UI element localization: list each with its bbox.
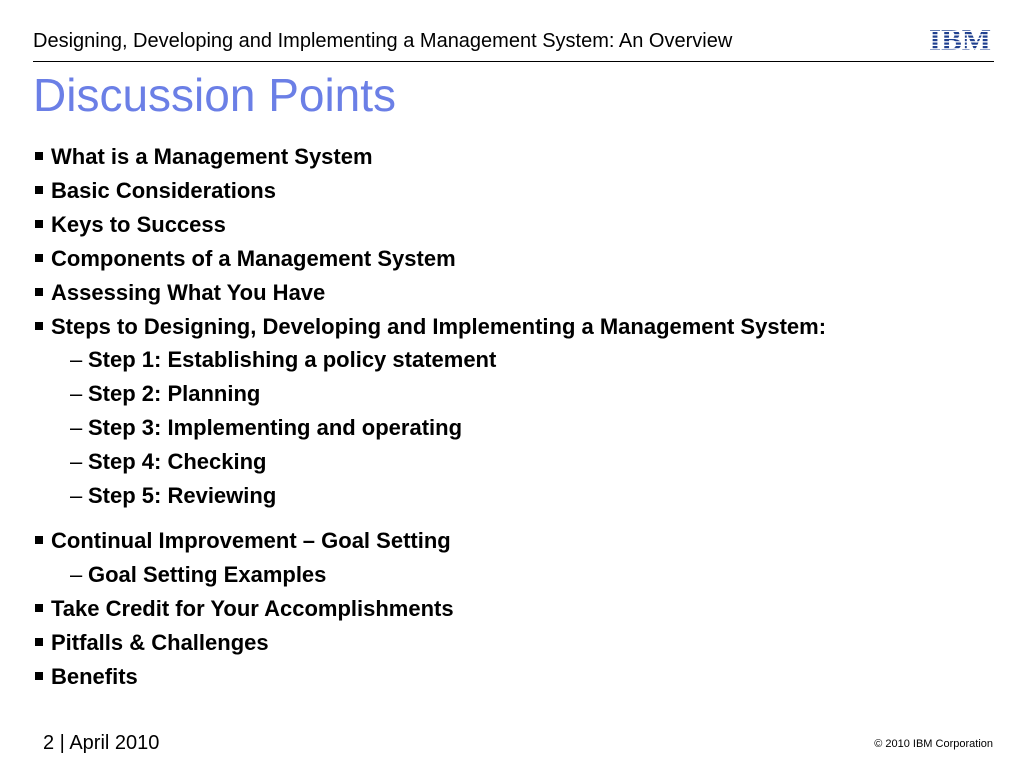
list-item: Pitfalls & Challenges <box>33 626 993 660</box>
list-item: Keys to Success <box>33 208 993 242</box>
footer-page-date: 2 | April 2010 <box>43 732 160 754</box>
svg-text:IBM: IBM <box>929 25 991 53</box>
list-item: Components of a Management System <box>33 242 993 276</box>
list-subitem: – Step 3: Implementing and operating <box>33 411 993 445</box>
list-subitem: – Step 2: Planning <box>33 377 993 411</box>
bullet-list <box>33 140 993 694</box>
list-item: Take Credit for Your Accomplishments <box>33 592 993 626</box>
header-title: Designing, Developing and Implementing a Management System: An Overview <box>33 30 733 52</box>
list-subitem: – Step 4: Checking <box>33 445 993 479</box>
ibm-logo <box>926 25 994 53</box>
list-item: Steps to Designing, Developing and Implementing a Management System: <box>33 310 993 344</box>
list-item: Benefits <box>33 660 993 694</box>
footer-copyright: © 2010 IBM Corporation <box>874 738 993 750</box>
list-item: What is a Management System <box>33 140 993 174</box>
list-subitem: – Step 1: Establishing a policy statement <box>33 343 993 377</box>
list-item: Continual Improvement – Goal Setting <box>33 524 993 558</box>
slide-title: Discussion Points <box>33 69 397 121</box>
list-subitem: – Step 5: Reviewing <box>33 479 993 513</box>
header-divider <box>33 61 994 62</box>
list-subitem: – Goal Setting Examples <box>33 558 993 592</box>
list-item: Assessing What You Have <box>33 276 993 310</box>
list-item: Basic Considerations <box>33 174 993 208</box>
